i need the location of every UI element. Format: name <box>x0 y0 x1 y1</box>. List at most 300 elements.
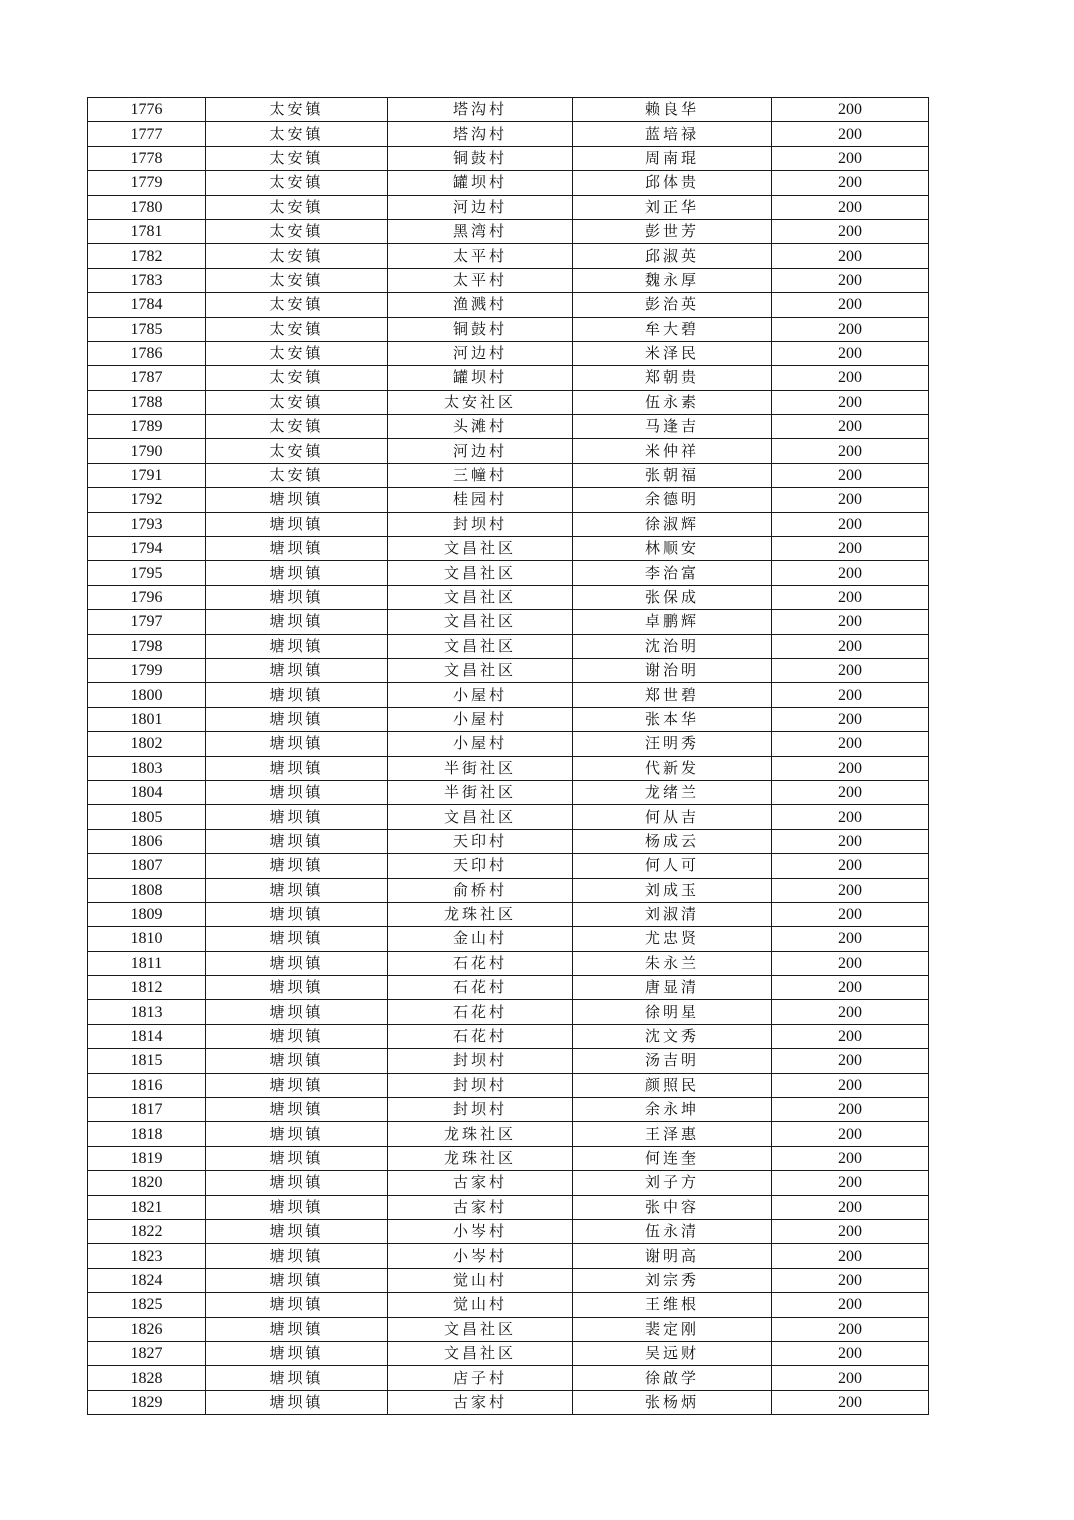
town-cell: 塘坝镇 <box>206 1293 388 1317</box>
village-cell: 觉山村 <box>388 1293 573 1317</box>
name-cell: 余永坤 <box>573 1098 772 1122</box>
name-cell: 刘正华 <box>573 195 772 219</box>
village-cell: 封坝村 <box>388 1049 573 1073</box>
table-row <box>88 732 929 756</box>
serial-number-cell: 1822 <box>88 1219 206 1243</box>
serial-number-cell: 1781 <box>88 219 206 243</box>
amount-cell: 200 <box>772 1317 929 1341</box>
table-row <box>88 463 929 487</box>
name-cell: 刘宗秀 <box>573 1268 772 1292</box>
town-cell: 塘坝镇 <box>206 1024 388 1048</box>
village-cell: 龙珠社区 <box>388 1146 573 1170</box>
village-cell: 觉山村 <box>388 1268 573 1292</box>
town-cell: 太安镇 <box>206 341 388 365</box>
amount-cell: 200 <box>772 171 929 195</box>
village-cell: 罐坝村 <box>388 171 573 195</box>
amount-cell: 200 <box>772 1366 929 1390</box>
village-cell: 石花村 <box>388 951 573 975</box>
name-cell: 米仲祥 <box>573 439 772 463</box>
name-cell: 谢明高 <box>573 1244 772 1268</box>
town-cell: 塘坝镇 <box>206 1366 388 1390</box>
town-cell: 太安镇 <box>206 463 388 487</box>
name-cell: 徐淑辉 <box>573 512 772 536</box>
village-cell: 文昌社区 <box>388 805 573 829</box>
serial-number-cell: 1818 <box>88 1122 206 1146</box>
village-cell: 半街社区 <box>388 780 573 804</box>
serial-number-cell: 1821 <box>88 1195 206 1219</box>
town-cell: 塘坝镇 <box>206 902 388 926</box>
town-cell: 太安镇 <box>206 366 388 390</box>
amount-cell: 200 <box>772 537 929 561</box>
name-cell: 赖良华 <box>573 98 772 122</box>
name-cell: 徐明星 <box>573 1000 772 1024</box>
serial-number-cell: 1784 <box>88 293 206 317</box>
village-cell: 文昌社区 <box>388 1317 573 1341</box>
amount-cell: 200 <box>772 732 929 756</box>
serial-number-cell: 1809 <box>88 902 206 926</box>
name-cell: 刘淑清 <box>573 902 772 926</box>
amount-cell: 200 <box>772 805 929 829</box>
village-cell: 小屋村 <box>388 707 573 731</box>
village-cell: 塔沟村 <box>388 122 573 146</box>
table-row <box>88 683 929 707</box>
village-cell: 石花村 <box>388 976 573 1000</box>
amount-cell: 200 <box>772 415 929 439</box>
table-row <box>88 878 929 902</box>
village-cell: 太平村 <box>388 244 573 268</box>
name-cell: 杨成云 <box>573 829 772 853</box>
name-cell: 张中容 <box>573 1195 772 1219</box>
village-cell: 铜鼓村 <box>388 146 573 170</box>
village-cell: 文昌社区 <box>388 561 573 585</box>
town-cell: 塘坝镇 <box>206 1390 388 1414</box>
table-row <box>88 780 929 804</box>
name-cell: 尤忠贤 <box>573 927 772 951</box>
amount-cell: 200 <box>772 1171 929 1195</box>
village-cell: 河边村 <box>388 439 573 463</box>
town-cell: 塘坝镇 <box>206 927 388 951</box>
serial-number-cell: 1828 <box>88 1366 206 1390</box>
name-cell: 郑世碧 <box>573 683 772 707</box>
table-row <box>88 1195 929 1219</box>
amount-cell: 200 <box>772 98 929 122</box>
village-cell: 封坝村 <box>388 1073 573 1097</box>
amount-cell: 200 <box>772 561 929 585</box>
serial-number-cell: 1826 <box>88 1317 206 1341</box>
serial-number-cell: 1819 <box>88 1146 206 1170</box>
town-cell: 太安镇 <box>206 122 388 146</box>
village-cell: 俞桥村 <box>388 878 573 902</box>
table-row <box>88 1000 929 1024</box>
town-cell: 塘坝镇 <box>206 976 388 1000</box>
serial-number-cell: 1789 <box>88 415 206 439</box>
amount-cell: 200 <box>772 1195 929 1219</box>
table-row <box>88 1341 929 1365</box>
table-row <box>88 1024 929 1048</box>
table-row <box>88 805 929 829</box>
village-cell: 铜鼓村 <box>388 317 573 341</box>
table-row <box>88 341 929 365</box>
table-row <box>88 902 929 926</box>
name-cell: 卓鹏辉 <box>573 610 772 634</box>
serial-number-cell: 1787 <box>88 366 206 390</box>
town-cell: 太安镇 <box>206 390 388 414</box>
town-cell: 塘坝镇 <box>206 1000 388 1024</box>
amount-cell: 200 <box>772 1219 929 1243</box>
serial-number-cell: 1796 <box>88 585 206 609</box>
table-row <box>88 1122 929 1146</box>
table-row <box>88 1244 929 1268</box>
serial-number-cell: 1776 <box>88 98 206 122</box>
town-cell: 塘坝镇 <box>206 1268 388 1292</box>
amount-cell: 200 <box>772 1293 929 1317</box>
amount-cell: 200 <box>772 1341 929 1365</box>
serial-number-cell: 1802 <box>88 732 206 756</box>
amount-cell: 200 <box>772 195 929 219</box>
village-cell: 文昌社区 <box>388 658 573 682</box>
town-cell: 塘坝镇 <box>206 1122 388 1146</box>
table-row <box>88 146 929 170</box>
village-cell: 石花村 <box>388 1000 573 1024</box>
name-cell: 谢治明 <box>573 658 772 682</box>
table-row <box>88 854 929 878</box>
name-cell: 郑朝贵 <box>573 366 772 390</box>
table-row <box>88 634 929 658</box>
serial-number-cell: 1806 <box>88 829 206 853</box>
town-cell: 塘坝镇 <box>206 1146 388 1170</box>
name-cell: 汤吉明 <box>573 1049 772 1073</box>
name-cell: 唐显清 <box>573 976 772 1000</box>
town-cell: 塘坝镇 <box>206 1317 388 1341</box>
serial-number-cell: 1829 <box>88 1390 206 1414</box>
name-cell: 张保成 <box>573 585 772 609</box>
table-row <box>88 610 929 634</box>
town-cell: 塘坝镇 <box>206 732 388 756</box>
village-cell: 三幢村 <box>388 463 573 487</box>
serial-number-cell: 1782 <box>88 244 206 268</box>
name-cell: 徐啟学 <box>573 1366 772 1390</box>
amount-cell: 200 <box>772 927 929 951</box>
name-cell: 马逢吉 <box>573 415 772 439</box>
village-cell: 店子村 <box>388 1366 573 1390</box>
table-row <box>88 488 929 512</box>
town-cell: 塘坝镇 <box>206 1219 388 1243</box>
serial-number-cell: 1795 <box>88 561 206 585</box>
village-cell: 金山村 <box>388 927 573 951</box>
table-row <box>88 976 929 1000</box>
amount-cell: 200 <box>772 1024 929 1048</box>
town-cell: 塘坝镇 <box>206 780 388 804</box>
amount-cell: 200 <box>772 317 929 341</box>
table-row <box>88 1366 929 1390</box>
serial-number-cell: 1791 <box>88 463 206 487</box>
town-cell: 塘坝镇 <box>206 951 388 975</box>
town-cell: 塘坝镇 <box>206 561 388 585</box>
table-row <box>88 171 929 195</box>
table-row <box>88 1073 929 1097</box>
serial-number-cell: 1811 <box>88 951 206 975</box>
town-cell: 塘坝镇 <box>206 756 388 780</box>
table-row <box>88 1293 929 1317</box>
town-cell: 塘坝镇 <box>206 1341 388 1365</box>
name-cell: 彭治英 <box>573 293 772 317</box>
village-cell: 古家村 <box>388 1171 573 1195</box>
name-cell: 邱体贵 <box>573 171 772 195</box>
table-row <box>88 293 929 317</box>
town-cell: 塘坝镇 <box>206 878 388 902</box>
table-row <box>88 1219 929 1243</box>
table-row <box>88 512 929 536</box>
amount-cell: 200 <box>772 951 929 975</box>
amount-cell: 200 <box>772 1098 929 1122</box>
serial-number-cell: 1808 <box>88 878 206 902</box>
amount-cell: 200 <box>772 488 929 512</box>
name-cell: 张本华 <box>573 707 772 731</box>
amount-cell: 200 <box>772 1146 929 1170</box>
amount-cell: 200 <box>772 878 929 902</box>
town-cell: 太安镇 <box>206 195 388 219</box>
table-row <box>88 951 929 975</box>
name-cell: 刘成玉 <box>573 878 772 902</box>
serial-number-cell: 1792 <box>88 488 206 512</box>
serial-number-cell: 1805 <box>88 805 206 829</box>
serial-number-cell: 1825 <box>88 1293 206 1317</box>
town-cell: 太安镇 <box>206 244 388 268</box>
amount-cell: 200 <box>772 854 929 878</box>
serial-number-cell: 1817 <box>88 1098 206 1122</box>
name-cell: 李治富 <box>573 561 772 585</box>
amount-cell: 200 <box>772 439 929 463</box>
serial-number-cell: 1785 <box>88 317 206 341</box>
village-cell: 石花村 <box>388 1024 573 1048</box>
name-cell: 魏永厚 <box>573 268 772 292</box>
serial-number-cell: 1790 <box>88 439 206 463</box>
village-cell: 河边村 <box>388 195 573 219</box>
name-cell: 吴远财 <box>573 1341 772 1365</box>
serial-number-cell: 1788 <box>88 390 206 414</box>
table-row <box>88 1146 929 1170</box>
roster-table <box>87 97 929 1415</box>
village-cell: 古家村 <box>388 1195 573 1219</box>
serial-number-cell: 1814 <box>88 1024 206 1048</box>
village-cell: 文昌社区 <box>388 537 573 561</box>
name-cell: 牟大碧 <box>573 317 772 341</box>
table-row <box>88 415 929 439</box>
amount-cell: 200 <box>772 585 929 609</box>
town-cell: 塘坝镇 <box>206 805 388 829</box>
serial-number-cell: 1824 <box>88 1268 206 1292</box>
village-cell: 文昌社区 <box>388 1341 573 1365</box>
village-cell: 龙珠社区 <box>388 902 573 926</box>
amount-cell: 200 <box>772 463 929 487</box>
name-cell: 伍永清 <box>573 1219 772 1243</box>
village-cell: 封坝村 <box>388 512 573 536</box>
amount-cell: 200 <box>772 366 929 390</box>
name-cell: 刘子方 <box>573 1171 772 1195</box>
amount-cell: 200 <box>772 976 929 1000</box>
name-cell: 龙绪兰 <box>573 780 772 804</box>
village-cell: 渔溅村 <box>388 293 573 317</box>
name-cell: 邱淑英 <box>573 244 772 268</box>
amount-cell: 200 <box>772 268 929 292</box>
amount-cell: 200 <box>772 683 929 707</box>
village-cell: 天印村 <box>388 854 573 878</box>
serial-number-cell: 1786 <box>88 341 206 365</box>
table-row <box>88 244 929 268</box>
amount-cell: 200 <box>772 829 929 853</box>
serial-number-cell: 1801 <box>88 707 206 731</box>
town-cell: 塘坝镇 <box>206 658 388 682</box>
serial-number-cell: 1800 <box>88 683 206 707</box>
town-cell: 塘坝镇 <box>206 1195 388 1219</box>
table-row <box>88 927 929 951</box>
village-cell: 太平村 <box>388 268 573 292</box>
amount-cell: 200 <box>772 610 929 634</box>
amount-cell: 200 <box>772 341 929 365</box>
serial-number-cell: 1779 <box>88 171 206 195</box>
name-cell: 王维根 <box>573 1293 772 1317</box>
serial-number-cell: 1794 <box>88 537 206 561</box>
village-cell: 小岑村 <box>388 1219 573 1243</box>
table-row <box>88 585 929 609</box>
amount-cell: 200 <box>772 512 929 536</box>
table-row <box>88 98 929 122</box>
serial-number-cell: 1813 <box>88 1000 206 1024</box>
village-cell: 文昌社区 <box>388 634 573 658</box>
village-cell: 小屋村 <box>388 683 573 707</box>
table-row <box>88 756 929 780</box>
town-cell: 塘坝镇 <box>206 1098 388 1122</box>
amount-cell: 200 <box>772 707 929 731</box>
town-cell: 塘坝镇 <box>206 634 388 658</box>
village-cell: 塔沟村 <box>388 98 573 122</box>
table-row <box>88 219 929 243</box>
town-cell: 塘坝镇 <box>206 829 388 853</box>
table-row <box>88 317 929 341</box>
table-row <box>88 268 929 292</box>
name-cell: 周南琨 <box>573 146 772 170</box>
town-cell: 太安镇 <box>206 171 388 195</box>
village-cell: 黑湾村 <box>388 219 573 243</box>
serial-number-cell: 1783 <box>88 268 206 292</box>
serial-number-cell: 1799 <box>88 658 206 682</box>
amount-cell: 200 <box>772 1000 929 1024</box>
table-row <box>88 366 929 390</box>
village-cell: 封坝村 <box>388 1098 573 1122</box>
name-cell: 蓝培禄 <box>573 122 772 146</box>
town-cell: 太安镇 <box>206 219 388 243</box>
town-cell: 塘坝镇 <box>206 512 388 536</box>
table-row <box>88 561 929 585</box>
table-row <box>88 707 929 731</box>
serial-number-cell: 1812 <box>88 976 206 1000</box>
amount-cell: 200 <box>772 122 929 146</box>
village-cell: 半街社区 <box>388 756 573 780</box>
table-row <box>88 122 929 146</box>
table-row <box>88 195 929 219</box>
table-row <box>88 537 929 561</box>
amount-cell: 200 <box>772 780 929 804</box>
amount-cell: 200 <box>772 658 929 682</box>
town-cell: 太安镇 <box>206 98 388 122</box>
town-cell: 塘坝镇 <box>206 1171 388 1195</box>
name-cell: 何连奎 <box>573 1146 772 1170</box>
roster-table-body <box>88 98 929 1415</box>
name-cell: 汪明秀 <box>573 732 772 756</box>
village-cell: 头滩村 <box>388 415 573 439</box>
village-cell: 天印村 <box>388 829 573 853</box>
village-cell: 小岑村 <box>388 1244 573 1268</box>
name-cell: 何从吉 <box>573 805 772 829</box>
name-cell: 沈治明 <box>573 634 772 658</box>
town-cell: 塘坝镇 <box>206 707 388 731</box>
table-row <box>88 1268 929 1292</box>
town-cell: 塘坝镇 <box>206 585 388 609</box>
serial-number-cell: 1777 <box>88 122 206 146</box>
serial-number-cell: 1797 <box>88 610 206 634</box>
amount-cell: 200 <box>772 634 929 658</box>
table-row <box>88 1049 929 1073</box>
name-cell: 伍永素 <box>573 390 772 414</box>
serial-number-cell: 1798 <box>88 634 206 658</box>
name-cell: 林顺安 <box>573 537 772 561</box>
serial-number-cell: 1803 <box>88 756 206 780</box>
town-cell: 太安镇 <box>206 439 388 463</box>
serial-number-cell: 1815 <box>88 1049 206 1073</box>
table-row <box>88 658 929 682</box>
name-cell: 裴定刚 <box>573 1317 772 1341</box>
amount-cell: 200 <box>772 756 929 780</box>
amount-cell: 200 <box>772 293 929 317</box>
name-cell: 朱永兰 <box>573 951 772 975</box>
amount-cell: 200 <box>772 1049 929 1073</box>
village-cell: 小屋村 <box>388 732 573 756</box>
name-cell: 米泽民 <box>573 341 772 365</box>
amount-cell: 200 <box>772 1244 929 1268</box>
table-row <box>88 390 929 414</box>
name-cell: 颜照民 <box>573 1073 772 1097</box>
name-cell: 彭世芳 <box>573 219 772 243</box>
table-row <box>88 1317 929 1341</box>
serial-number-cell: 1778 <box>88 146 206 170</box>
amount-cell: 200 <box>772 244 929 268</box>
serial-number-cell: 1793 <box>88 512 206 536</box>
name-cell: 何人可 <box>573 854 772 878</box>
table-row <box>88 1098 929 1122</box>
village-cell: 河边村 <box>388 341 573 365</box>
serial-number-cell: 1780 <box>88 195 206 219</box>
town-cell: 塘坝镇 <box>206 488 388 512</box>
town-cell: 塘坝镇 <box>206 1049 388 1073</box>
town-cell: 太安镇 <box>206 146 388 170</box>
amount-cell: 200 <box>772 146 929 170</box>
name-cell: 余德明 <box>573 488 772 512</box>
village-cell: 罐坝村 <box>388 366 573 390</box>
name-cell: 沈文秀 <box>573 1024 772 1048</box>
serial-number-cell: 1827 <box>88 1341 206 1365</box>
village-cell: 太安社区 <box>388 390 573 414</box>
amount-cell: 200 <box>772 1390 929 1414</box>
serial-number-cell: 1820 <box>88 1171 206 1195</box>
name-cell: 王泽惠 <box>573 1122 772 1146</box>
town-cell: 塘坝镇 <box>206 537 388 561</box>
town-cell: 太安镇 <box>206 317 388 341</box>
town-cell: 塘坝镇 <box>206 683 388 707</box>
name-cell: 张朝福 <box>573 463 772 487</box>
town-cell: 塘坝镇 <box>206 610 388 634</box>
village-cell: 文昌社区 <box>388 610 573 634</box>
serial-number-cell: 1823 <box>88 1244 206 1268</box>
